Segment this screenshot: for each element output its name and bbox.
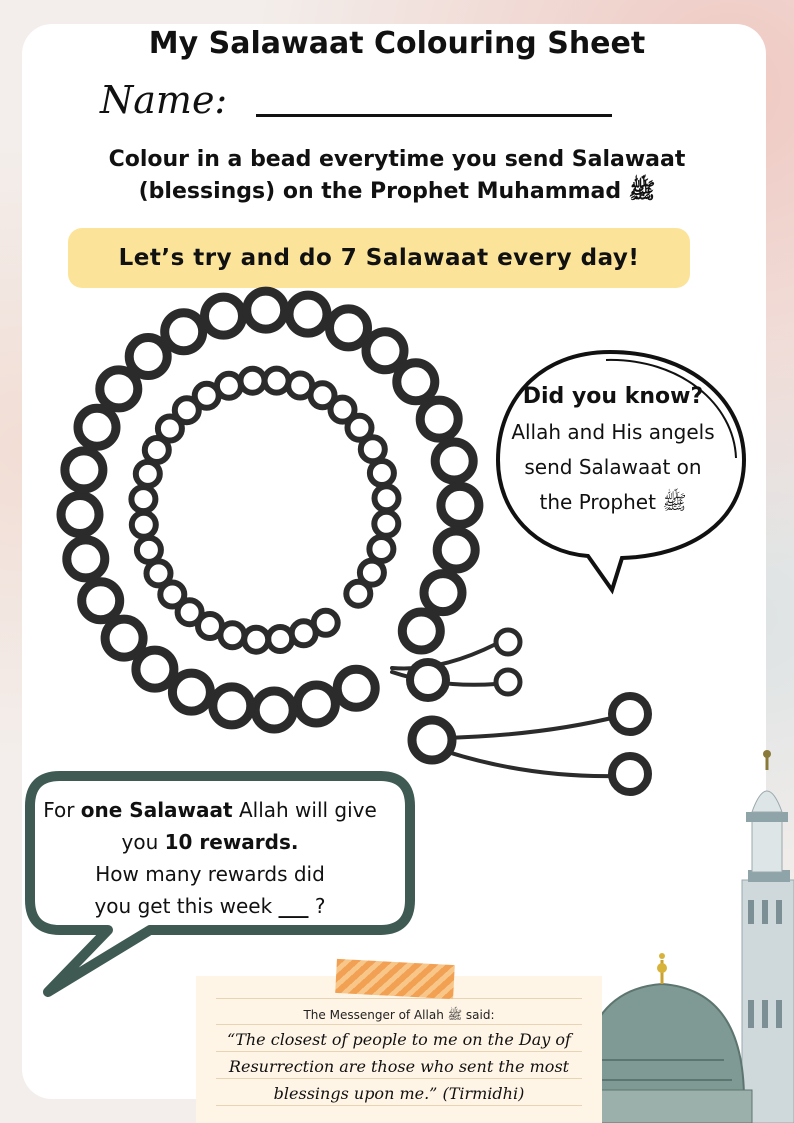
- rewards-line-3: How many rewards did: [95, 862, 325, 886]
- rewards-line-2: [32, 826, 388, 858]
- bead[interactable]: [136, 650, 174, 688]
- inner-bead-ring: [131, 369, 398, 652]
- bead[interactable]: [147, 561, 171, 585]
- bead[interactable]: [67, 540, 105, 578]
- hadith-quote-line-3: blessings upon me.” (Tirmidhi): [273, 1084, 525, 1103]
- rewards-line-2-bold: 10 rewards.: [164, 830, 299, 854]
- did-you-know-line-3: the Prophet ﷺ: [539, 490, 687, 514]
- tassel-bead[interactable]: [612, 696, 648, 732]
- bead[interactable]: [369, 537, 393, 561]
- bead[interactable]: [397, 363, 435, 401]
- bead[interactable]: [289, 295, 327, 333]
- bead[interactable]: [366, 332, 404, 370]
- rewards-line-1: [32, 794, 388, 826]
- bead[interactable]: [330, 309, 368, 347]
- bead[interactable]: [105, 619, 143, 657]
- tassel-beads: [410, 630, 648, 792]
- bead[interactable]: [420, 400, 458, 438]
- hadith-quote-line-2: Resurrection are those who sent the most: [228, 1057, 570, 1076]
- rewards-line-2-pre: you: [121, 830, 165, 854]
- tassel-bead[interactable]: [496, 670, 520, 694]
- tassel-bead[interactable]: [612, 756, 648, 792]
- bead[interactable]: [375, 486, 399, 510]
- bead[interactable]: [361, 437, 385, 461]
- bead[interactable]: [346, 582, 370, 606]
- bead[interactable]: [137, 538, 161, 562]
- bead[interactable]: [205, 297, 243, 335]
- bead[interactable]: [292, 621, 316, 645]
- bead[interactable]: [370, 461, 394, 485]
- note-rule: [216, 998, 582, 999]
- rewards-line-4-post: ?: [308, 894, 326, 918]
- bead[interactable]: [136, 462, 160, 486]
- hadith-intro: The Messenger of Allah ﷺ said:: [303, 1008, 495, 1022]
- name-label: Name:: [100, 78, 228, 122]
- tassel-bead[interactable]: [410, 662, 446, 698]
- bead[interactable]: [82, 582, 120, 620]
- bead[interactable]: [132, 513, 156, 537]
- page-title: My Salawaat Colouring Sheet: [148, 26, 646, 61]
- bead[interactable]: [402, 612, 440, 650]
- bead[interactable]: [65, 451, 103, 489]
- bead[interactable]: [100, 370, 138, 408]
- bead[interactable]: [441, 486, 479, 524]
- hadith-quote: [206, 1026, 592, 1107]
- did-you-know-heading: Did you know?: [522, 384, 704, 409]
- instructions-line-2: (blessings) on the Prophet Muhammad ﷺ: [138, 179, 656, 204]
- rewards-line-4-pre: you get this week: [94, 894, 279, 918]
- tassel-bead[interactable]: [412, 720, 452, 760]
- hadith-quote-line-1: “The closest of people to me on the Day of: [227, 1030, 571, 1049]
- did-you-know-line-2: send Salawaat on: [524, 455, 702, 479]
- bead[interactable]: [61, 496, 99, 534]
- washi-tape: [335, 959, 455, 999]
- bead[interactable]: [265, 369, 289, 393]
- bead[interactable]: [297, 685, 335, 723]
- bead[interactable]: [435, 442, 473, 480]
- rewards-line-1-post: Allah will give: [232, 798, 377, 822]
- bead[interactable]: [374, 512, 398, 536]
- did-you-know-line-1: Allah and His angels: [511, 420, 715, 444]
- rewards-line-1-pre: For: [43, 798, 81, 822]
- goal-banner-text: Let’s try and do 7 Salawaat every day!: [118, 245, 640, 271]
- rewards-text: [32, 794, 388, 922]
- bead[interactable]: [129, 338, 167, 376]
- tassel-bead[interactable]: [496, 630, 520, 654]
- bead[interactable]: [213, 687, 251, 725]
- bead[interactable]: [172, 673, 210, 711]
- rewards-line-1-bold: one Salawaat: [80, 798, 233, 822]
- instructions-line-1: Colour in a bead everytime you send Salawaat: [108, 147, 686, 172]
- rewards-line-4: [32, 890, 388, 922]
- bead[interactable]: [255, 691, 293, 729]
- bead[interactable]: [244, 628, 268, 652]
- bead[interactable]: [217, 374, 241, 398]
- bead[interactable]: [78, 408, 116, 446]
- bead[interactable]: [424, 574, 462, 612]
- bead[interactable]: [437, 531, 475, 569]
- rewards-answer-blank[interactable]: ___: [278, 894, 309, 918]
- bead[interactable]: [337, 669, 375, 707]
- bead[interactable]: [165, 313, 203, 351]
- bead[interactable]: [241, 369, 265, 393]
- bead[interactable]: [131, 487, 155, 511]
- minaret-illustration: [742, 750, 794, 1123]
- did-you-know-text: [508, 384, 718, 520]
- bead[interactable]: [247, 291, 285, 329]
- bead[interactable]: [268, 627, 292, 651]
